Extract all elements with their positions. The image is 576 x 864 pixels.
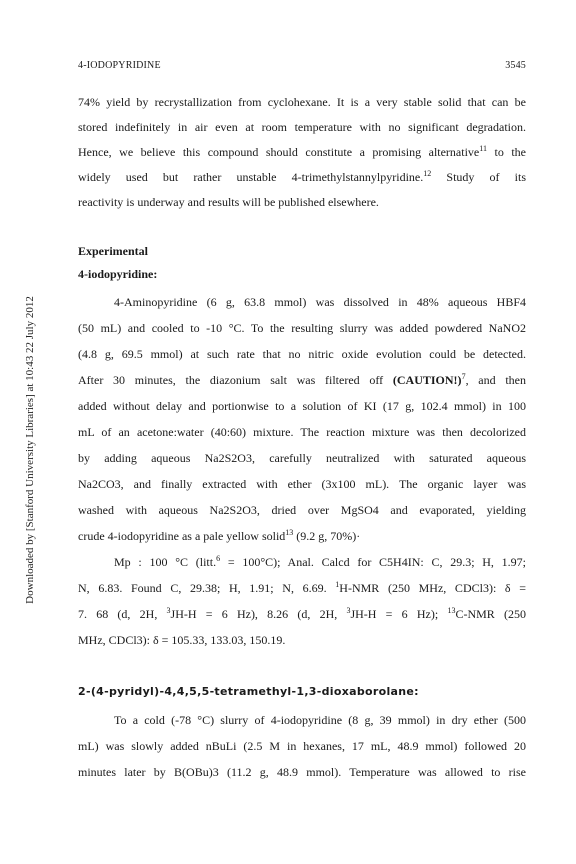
text-line: After 30 minutes, the diazonium salt was filtered off (CAUTION!)$^7$, and then: [78, 372, 526, 387]
download-watermark-text: Downloaded by [Stanford University Libraries] at 10:43 22 July 2012: [24, 296, 36, 604]
page-number: 3545: [505, 60, 526, 71]
text-line: (50 mL) and cooled to -10 °C. To the resulting slurry was added powdered NaNO2: [78, 321, 526, 335]
text-line: reactivity is underway and results will be published elsewhere.: [78, 195, 379, 209]
caution-label: (CAUTION!): [392, 373, 462, 387]
text-line: To a cold (-78 °C) slurry of 4-iodopyridine (8 g, 39 mmol) in dry ether (500: [114, 713, 526, 727]
text-line: 4-Aminopyridine (6 g, 63.8 mmol) was dissolved in 48% aqueous HBF4: [114, 295, 526, 309]
text-line: mL) was slowly added nBuLi (2.5 M in hexanes, 17 mL, 48.9 mmol) followed 20: [78, 739, 526, 753]
text-line: Mp : 100 °C (litt.$^6$ = 100°C); Anal. Calcd for C5H4IN: C, 29.3; H, 1.97;: [114, 554, 526, 569]
compound-title: 2-(4-pyridyl)-4,4,5,5-tetramethyl-1,3-dioxaborolane:: [78, 685, 419, 698]
text-line: crude 4-iodopyridine as a pale yellow solid$^{13}$ (9.2 g, 70%)·: [78, 528, 361, 543]
text-line: N, 6.83. Found C, 29.38; H, 1.91; N, 6.69. $^1$H-NMR (250 MHz, CDCl3): δ =: [78, 580, 527, 595]
running-title: 4-IODOPYRIDINE: [78, 60, 161, 71]
text-line: mL of an acetone:water (40:60) mixture. The reaction mixture was then decolorized: [78, 425, 526, 439]
text-line: MHz, CDCl3): δ = 105.33, 133.03, 150.19.: [78, 633, 286, 647]
text-line: 7. 68 (d, 2H, $^3$JH-H = 6 Hz), 8.26 (d, 2H, $^3$JH-H = 6 Hz); $^{13}$C-NMR (250: [78, 606, 526, 621]
running-head: [78, 60, 526, 71]
text-line: Hence, we believe this compound should constitute a promising alternative$^{11}$ to the: [78, 144, 527, 159]
text-line: minutes later by B(OBu)3 (11.2 g, 48.9 mmol). Temperature was allowed to rise: [78, 765, 526, 779]
text-line: added without delay and portionwise to a solution of KI (17 g, 102.4 mmol) in 100: [78, 399, 526, 413]
text-line: Na2CO3, and finally extracted with ether (3x100 mL). The organic layer was: [78, 477, 526, 491]
text-line: widely used but rather unstable 4-trimethylstannylpyridine.$^{12}$ Study of its: [78, 169, 526, 184]
text-line: stored indefinitely in air even at room temperature with no significant degradation.: [78, 120, 526, 134]
section-title: Experimental: [78, 244, 148, 258]
text-line: (4.8 g, 69.5 mmol) at such rate that no nitric oxide evolution could be detected.: [78, 347, 526, 361]
text-line: by adding aqueous Na2S2O3, carefully neutralized with saturated aqueous: [78, 451, 526, 465]
text-line: washed with aqueous Na2S2O3, dried over MgSO4 and evaporated, yielding: [78, 503, 526, 517]
text-line: 74% yield by recrystallization from cyclohexane. It is a very stable solid that can be: [78, 95, 526, 109]
compound-title: 4-iodopyridine:: [78, 267, 158, 281]
